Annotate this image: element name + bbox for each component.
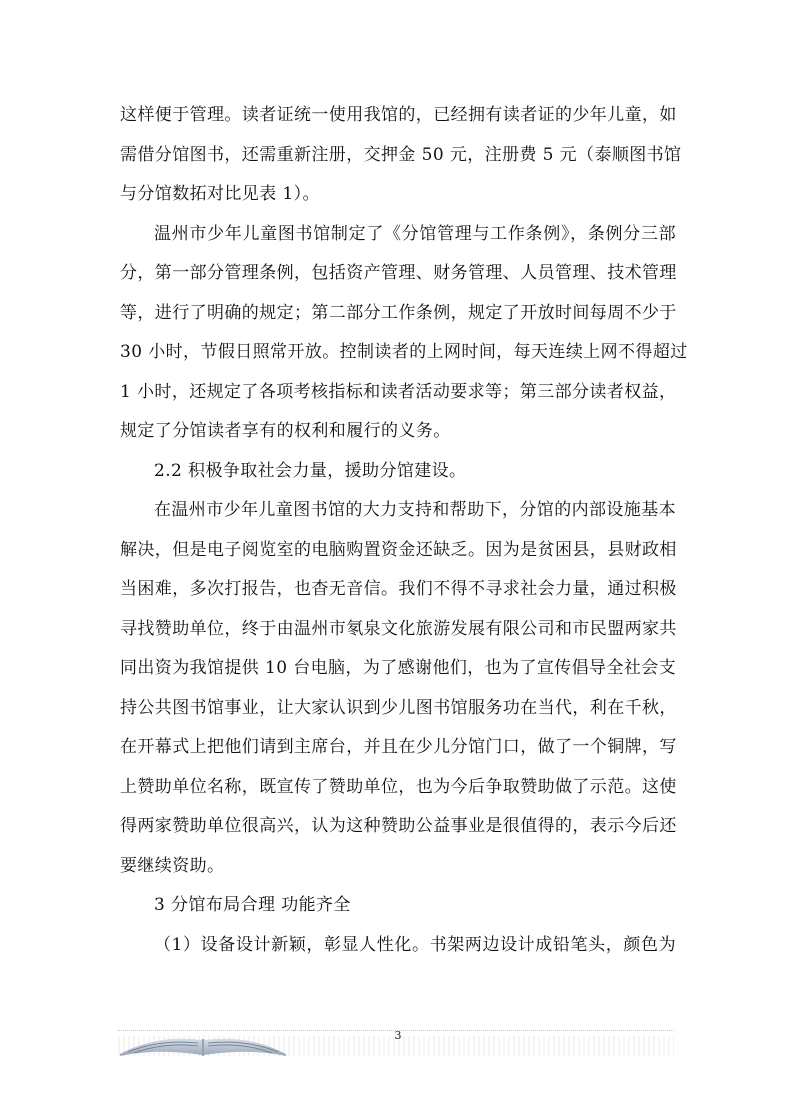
- body-line: 得两家赞助单位很高兴，认为这种赞助公益事业是很值得的，表示今后还: [120, 816, 677, 836]
- body-line: 在开幕式上把他们请到主席台，并且在少儿分馆门口，做了一个铜牌，写: [120, 737, 677, 757]
- section-heading: 2.2 积极争取社会力量，援助分馆建设。: [154, 460, 467, 481]
- body-line: 分，第一部分管理条例，包括资产管理、财务管理、人员管理、技术管理: [120, 263, 677, 283]
- body-line: （1）设备设计新颖，彰显人性化。书架两边设计成铅笔头，颜色为: [154, 934, 676, 955]
- body-line: 要继续资助。: [120, 855, 225, 876]
- open-book-icon: [118, 1030, 288, 1056]
- body-line: 上赞助单位名称，既宣传了赞助单位，也为今后争取赞助做了示范。这使: [120, 776, 677, 797]
- page-number: 3: [394, 1029, 402, 1042]
- body-line: 在温州市少年儿童图书馆的大力支持和帮助下，分馆的内部设施基本: [154, 500, 676, 520]
- section-heading: 3 分馆布局合理 功能齐全: [154, 895, 351, 915]
- body-line: 需借分馆图书，还需重新注册，交押金 50 元，注册费 5 元（泰顺图书馆: [120, 144, 682, 165]
- document-body: [120, 96, 688, 965]
- body-line: 规定了分馆读者享有的权利和履行的义务。: [120, 421, 451, 441]
- page-footer: [118, 1028, 674, 1058]
- body-line: 解决，但是电子阅览室的电脑购置资金还缺乏。因为是贫困县，县财政相: [120, 539, 677, 560]
- body-line: 等，进行了明确的规定；第二部分工作条例，规定了开放时间每周不少于: [120, 302, 677, 323]
- body-line: 1 小时，还规定了各项考核指标和读者活动要求等；第三部分读者权益，: [120, 381, 677, 402]
- body-line: 持公共图书馆事业，让大家认识到少儿图书馆服务功在当代，利在千秋，: [120, 697, 677, 718]
- body-line: 30 小时，节假日照常开放。控制读者的上网时间，每天连续上网不得超过: [120, 342, 688, 362]
- body-line: 同出资为我馆提供 10 台电脑，为了感谢他们，也为了宣传倡导全社会支: [120, 658, 677, 678]
- body-line: 寻找赞助单位，终于由温州市氡泉文化旅游发展有限公司和市民盟两家共: [120, 618, 677, 639]
- body-line: 当困难，多次打报告，也杳无音信。我们不得不寻求社会力量，通过积极: [120, 579, 677, 599]
- body-line: 与分馆数拓对比见表 1）。: [120, 184, 320, 204]
- body-line: 温州市少年儿童图书馆制定了《分馆管理与工作条例》，条例分三部: [154, 223, 676, 244]
- body-line: 这样便于管理。读者证统一使用我馆的，已经拥有读者证的少年儿童，如: [120, 105, 677, 125]
